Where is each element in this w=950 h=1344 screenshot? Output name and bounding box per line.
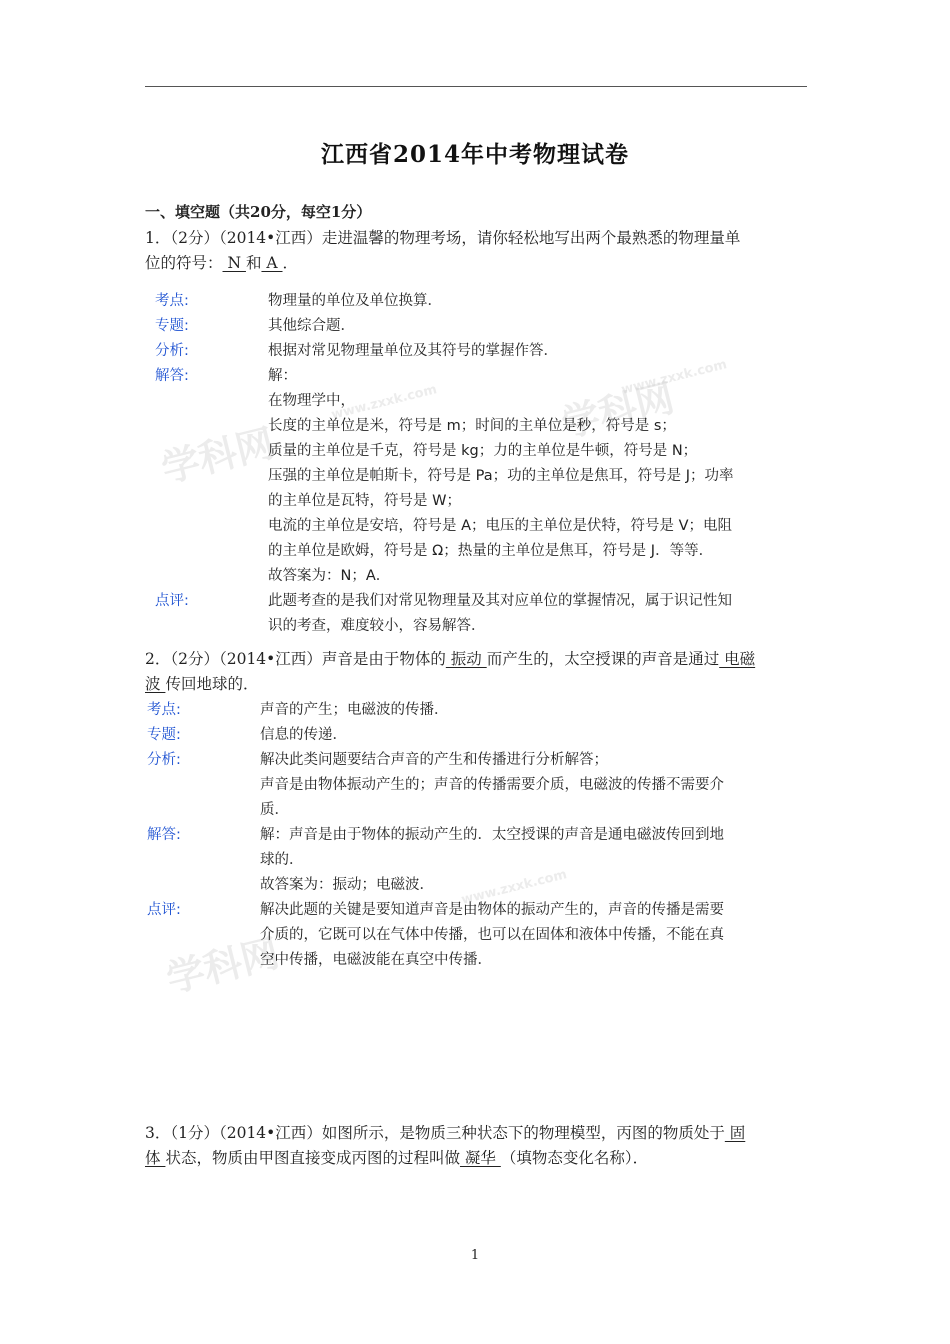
answer-blank: 波 [145,675,166,693]
question-2-line2: 波 传回地球的． [145,675,259,693]
q1-fenxi-text: 根据对常见物理量单位及其符号的掌握作答． [268,343,558,359]
question-2-line1: 2．（2分）（2014•江西）声音是由于物体的 振动 而产生的，太空授课的声音是通过 电磁 [145,650,756,668]
page-title: 江西省2014年中考物理试卷 [320,141,629,168]
q2-jieda-text: 解：声音是由于物体的振动产生的．太空授课的声音是通电磁波传回到地 球的． 故答案为：振动；电磁波． [260,827,724,893]
section-heading: 一、填空题（共20分，每空1分） [145,203,372,221]
label-kaodian: 考点: [155,293,189,309]
watermark: www.zxxk.com [329,382,439,423]
page-number: 1 [470,1248,480,1263]
question-3-line1: 3．（1分）（2014•江西）如图所示，是物质三种状态下的物理模型，丙图的物质处于 固 [145,1124,746,1142]
answer-blank: 电磁 [719,650,756,668]
q1-jieda-text: 解： 在物理学中， 长度的主单位是米，符号是 m；时间的主单位是秒，符号是 s； 质量的主单位是千克，符号是 kg；力的主单位是牛顿，符号是 N； 压强的主单位是帕斯卡，符号是 Pa；功的主单位是焦耳，符号是 J；功率 的主单位是瓦特，符号是 W； 电流的主单位是安培，符号是 A；电压的主单位是伏特，符号是 V；电阻 的主单位是欧姆，符号是 Ω；热量的主单位是焦耳，符号是 J．等等． 故答案为：N；A． [268,368,734,584]
label-jieda: 解答: [147,827,181,843]
label-fenxi: 分析: [147,752,181,768]
watermark: 学科网 [157,420,279,492]
label-kaodian: 考点: [147,702,181,718]
q1-kaodian-text: 物理量的单位及单位换算． [268,293,442,309]
answer-blank: N [222,254,246,272]
q2-kaodian-text: 声音的产生；电磁波的传播． [260,702,449,718]
q2-dianping-text: 解决此题的关键是要知道声音是由物体的振动产生的，声音的传播是需要 介质的，它既可以在气体中传播，也可以在固体和液体中传播，不能在真 空中传播，电磁波能在真空中传播． [260,902,724,968]
answer-blank: 振动 [445,650,487,668]
watermark: www.zxxk.com [619,357,729,398]
q1-dianping-text: 此题考查的是我们对常见物理量及其对应单位的掌握情况，属于识记性知 识的考查，难度较小，容易解答． [268,593,732,634]
q1-zhuanti-text: 其他综合题． [268,318,355,334]
header-rule [145,86,807,87]
question-3-line2: 体 状态，物质由甲图直接变成丙图的过程叫做 凝华 （填物态变化名称）． [145,1149,649,1167]
label-fenxi: 分析: [155,343,189,359]
question-1-line1: 1．（2分）（2014•江西）走进温馨的物理考场，请你轻松地写出两个最熟悉的物理量单 [145,229,741,247]
watermark: 学科网 [162,930,284,1002]
question-1 [145,226,807,276]
answer-blank: 凝华 [459,1149,501,1167]
answer-blank: 体 [145,1149,166,1167]
label-jieda: 解答: [155,368,189,384]
label-dianping: 点评: [147,902,181,918]
label-zhuanti: 专题: [155,318,189,334]
question-3 [145,1121,807,1171]
answer-blank: A [261,254,283,272]
label-zhuanti: 专题: [147,727,181,743]
label-dianping: 点评: [155,593,189,609]
question-2 [145,647,807,697]
question-1-line2: 位的符号： N 和 A ． [145,254,299,272]
watermark: 学科网 [557,375,679,447]
q2-zhuanti-text: 信息的传递． [260,727,347,743]
answer-blank: 固 [724,1124,746,1142]
watermark: www.zxxk.com [459,867,569,908]
q2-fenxi-text: 解决此类问题要结合声音的产生和传播进行分析解答； 声音是由物体振动产生的；声音的传播需要介质，电磁波的传播不需要介 质． [260,752,724,818]
